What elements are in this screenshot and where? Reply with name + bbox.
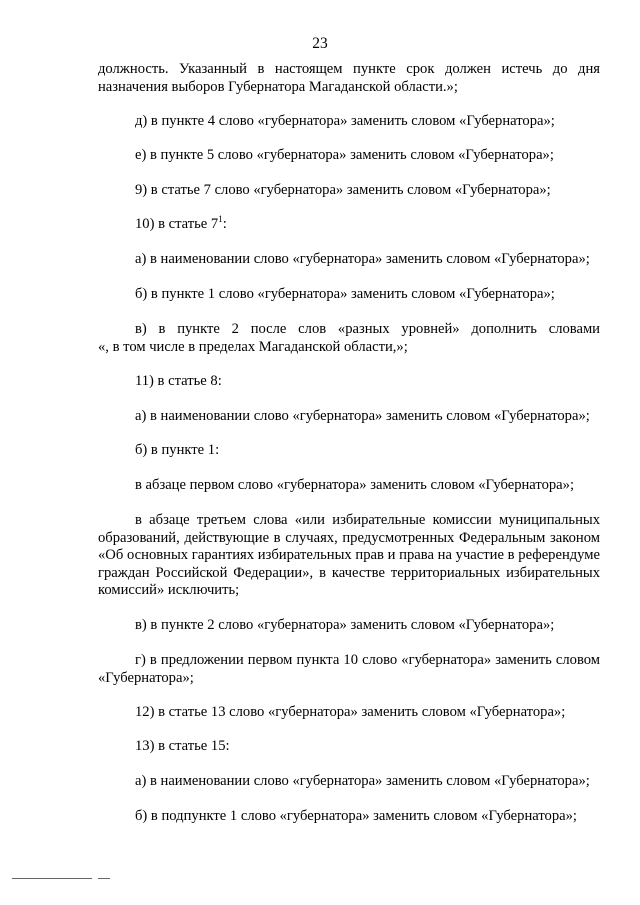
paragraph-text: 10) в статье 7 <box>135 216 219 232</box>
paragraph: 12) в статье 13 слово «губернатора» заменить словом «Губернатора»; <box>135 704 566 720</box>
paragraph: а) в наименовании слово «губернатора» заменить словом «Губернатора»; <box>135 251 590 267</box>
paragraph: в) в пункте 2 слово «губернатора» заменить словом «Губернатора»; <box>135 617 555 633</box>
paragraph: в абзаце первом слово «губернатора» заменить словом «Губернатора»; <box>135 477 575 493</box>
paragraph: а) в наименовании слово «губернатора» заменить словом «Губернатора»; <box>135 408 590 424</box>
page-number: 23 <box>312 35 328 52</box>
paragraph: 13) в статье 15: <box>135 738 230 754</box>
paragraph: е) в пункте 5 слово «губернатора» заменить словом «Губернатора»; <box>135 147 554 163</box>
paragraph: д) в пункте 4 слово «губернатора» заменить словом «Губернатора»; <box>135 113 555 129</box>
paragraph-line: назначения выборов Губернатора Магаданской области.»; <box>98 78 458 95</box>
paragraph: 9) в статье 7 слово «губернатора» заменить словом «Губернатора»; <box>135 182 551 198</box>
paragraph-continuation <box>98 61 600 96</box>
paragraph: б) в пункте 1: <box>135 442 220 458</box>
footer-mark <box>98 878 110 879</box>
paragraph-line: «, в том числе в пределах Магаданской области,»; <box>98 338 408 355</box>
paragraph: а) в наименовании слово «губернатора» заменить словом «Губернатора»; <box>135 773 590 789</box>
paragraph: г) в предложении первом пункта 10 слово «губернатора» заменить словом «Губернатора»; <box>98 652 600 686</box>
paragraph-line: в) в пункте 2 после слов «разных уровней» дополнить словами <box>135 321 600 337</box>
paragraph-text: : <box>222 216 227 232</box>
paragraph-two-line <box>98 321 600 356</box>
footer-rule <box>12 878 92 879</box>
paragraph: б) в пункте 1 слово «губернатора» заменить словом «Губернатора»; <box>135 286 555 302</box>
superscript: 1 <box>218 214 223 224</box>
paragraph-with-superscript <box>98 216 600 234</box>
paragraph-long: в абзаце третьем слова «или избирательные комиссии муниципальных образований, действующие в случаях, предусмотренных Федеральным законом «Об основных гарантиях избирательных прав и права на участие в референдуме граждан Российской Федерации», в качестве территориальных избирательных комиссий» исключить; <box>98 512 600 598</box>
paragraph-line: должность. Указанный в настоящем пункте срок должен истечь до дня <box>98 61 600 77</box>
paragraph: 11) в статье 8: <box>135 373 222 389</box>
paragraph: б) в подпункте 1 слово «губернатора» заменить словом «Губернатора»; <box>135 808 577 824</box>
